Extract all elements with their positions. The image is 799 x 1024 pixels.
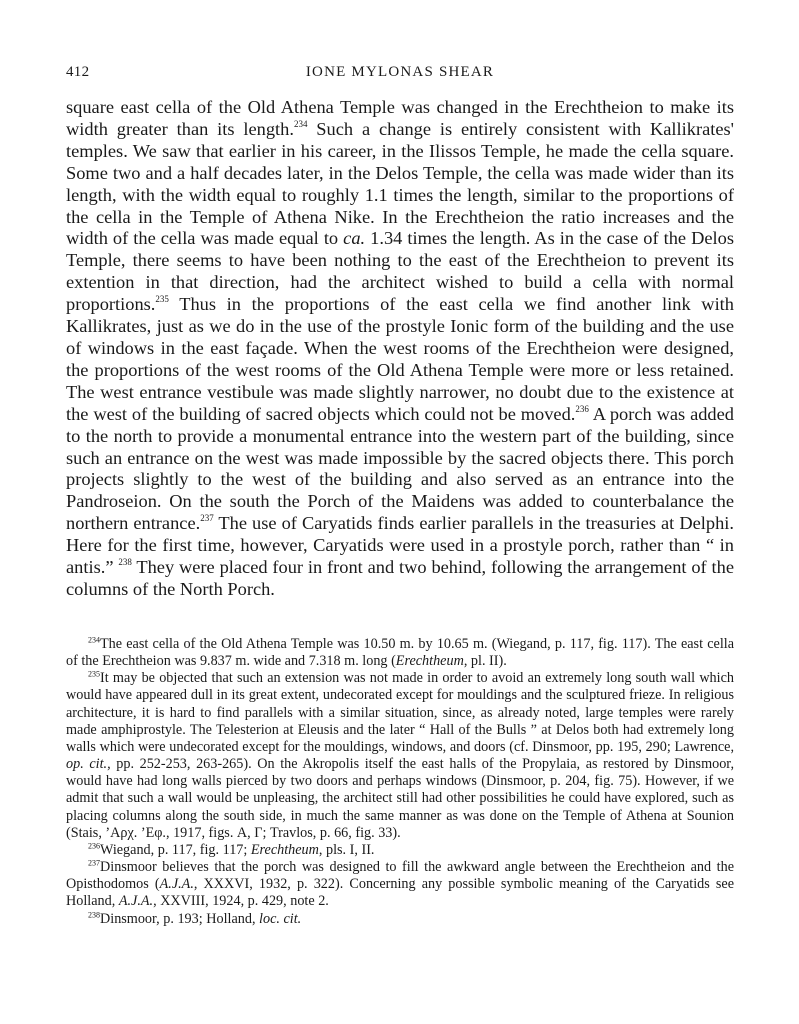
footnote-ref: 238 xyxy=(118,556,132,567)
footnote-mark: 236 xyxy=(88,841,100,851)
footnote-ref: 235 xyxy=(155,294,169,305)
footnote-238 xyxy=(66,911,734,928)
footnote-text: , XXVIII, 1924, p. 429, note 2. xyxy=(153,893,329,910)
footnote-italic: Erechtheum xyxy=(250,841,319,858)
footnote-text: , pl. II). xyxy=(463,653,507,670)
footnote-italic: Erechtheum xyxy=(395,653,464,670)
footnote-text: , pls. I, II. xyxy=(318,841,375,858)
footnote-ref: 236 xyxy=(575,403,589,414)
footnote-italic: A.J.A. xyxy=(159,876,194,893)
footnote-234 xyxy=(66,636,734,670)
footnote-ref: 237 xyxy=(200,513,214,524)
text-segment: The use of Caryatids finds earlier parallels in the treasuries at Delphi. Here for the first time, however, Caryatids were used in a prostyle porch, rather than “ in antis.” xyxy=(66,513,734,578)
footnote-italic: A.J.A. xyxy=(118,893,154,910)
page-header xyxy=(66,64,734,86)
footnote-235 xyxy=(66,670,734,842)
main-paragraph xyxy=(66,97,734,601)
italic-abbrev: ca. xyxy=(343,228,366,249)
footnote-mark: 238 xyxy=(88,909,100,919)
text-segment: square east cella of the Old Athena Temple was changed in the Erechtheion to make its width greater than its length. xyxy=(66,97,734,139)
footnote-ref: 234 xyxy=(293,118,308,129)
footnote-237 xyxy=(66,859,734,910)
page-number: 412 xyxy=(66,64,90,80)
footnote-236 xyxy=(66,842,734,859)
footnote-mark: 234 xyxy=(88,635,100,645)
text-segment: They were placed four in front and two behind, following the arrangement of the columns of the North Porch. xyxy=(66,557,734,599)
footnote-text: Wiegand, p. 117, fig. 117; xyxy=(100,841,251,858)
footnote-mark: 235 xyxy=(88,669,100,679)
text-segment: 1.34 times the length. As in the case of the Delos Temple, there seems to have been nothing to the east of the Erechtheion to prevent its extention in that direction, had the architect wished to build a cella with normal proportions. xyxy=(66,228,734,315)
footnote-text: Dinsmoor believes that the porch was designed to fill the awkward angle between the Erechtheion and the Opisthodomos ( xyxy=(66,859,734,893)
paragraph xyxy=(66,97,734,601)
footnote-text: The east cella of the Old Athena Temple was 10.50 m. by 10.65 m. (Wiegand, p. 117, fig. 117). The east cella of the Erechtheion was 9.837 m. wide and 7.318 m. long ( xyxy=(66,636,734,670)
footnote-italic: op. cit., xyxy=(66,756,111,773)
footnote-text: , XXXVI, 1932, p. 322). Concerning any possible symbolic meaning of the Caryatids see Holland, xyxy=(66,876,734,910)
footnote-text: It may be objected that such an extension was not made in order to avoid an extremely long south wall which would have appeared dull in its great extent, undecorated except for mouldings and the sculptured frieze. In religious architecture, it is hard to find parallels with a similar situation, since, as already noted, large temples were rarely made amphiprostyle. The Telesterion at Eleusis and the later “ Hall of the Bulls ” at Delos both had extremely long walls which were undecorated except for the mouldings, windows, and doors (cf. Dinsmoor, pp. 195, 290; Lawrence, xyxy=(66,670,734,755)
footnotes xyxy=(66,636,734,928)
footnote-italic: loc. cit. xyxy=(259,910,302,927)
text-segment: Thus in the proportions of the east cella we find another link with Kallikrates, just as we do in the use of the prostyle Ionic form of the building and the use of windows in the east façade. When the west rooms of the Erechtheion were designed, the proportions of the west rooms of the Old Athena Temple were more or less retained. The west entrance vestibule was made slightly narrower, no doubt due to the existence at the west of the building of sacred objects which could not be moved. xyxy=(66,294,734,424)
footnote-text: Dinsmoor, p. 193; Holland, xyxy=(100,910,260,927)
footnote-text: pp. 252-253, 263-265). On the Akropolis itself the east halls of the Propylaia, as restored by Dinsmoor, would have had long walls pierced by two doors and perhaps windows (Dinsmoor, p. 204, fig. 75). However, if we admit that such a wall would be unpleasing, the architect still had other possibilities he could have explored, such as placing columns along the south side, in much the same manner as was done on the Temple of Athena at Sounion (Stais, ’Αρχ. ’Εφ., 1917, figs. Α, Γ; Travlos, p. 66, fig. 33). xyxy=(66,756,734,841)
text-segment: Such a change is entirely consistent with Kallikrates' temples. We saw that earlier in his career, in the Ilissos Temple, he made the cella square. Some two and a half decades later, in the Delos Temple, the cella was made wider than its length, with the width equal to roughly 1.1 times the length, similar to the proportions of the cella in the Temple of Athena Nike. In the Erechtheion the ratio increases and the width of the cella was made equal to xyxy=(66,118,734,249)
text-segment: A porch was added to the north to provide a monumental entrance into the western part of the building, since such an entrance on the west was made impossible by the sacred objects there. This porch projects slightly to the west of the building and also served as an entrance into the Pandroseion. On the south the Porch of the Maidens was added to counterbalance the northern entrance. xyxy=(66,403,734,534)
running-head: IONE MYLONAS SHEAR xyxy=(305,64,495,80)
footnote-mark: 237 xyxy=(88,858,100,868)
